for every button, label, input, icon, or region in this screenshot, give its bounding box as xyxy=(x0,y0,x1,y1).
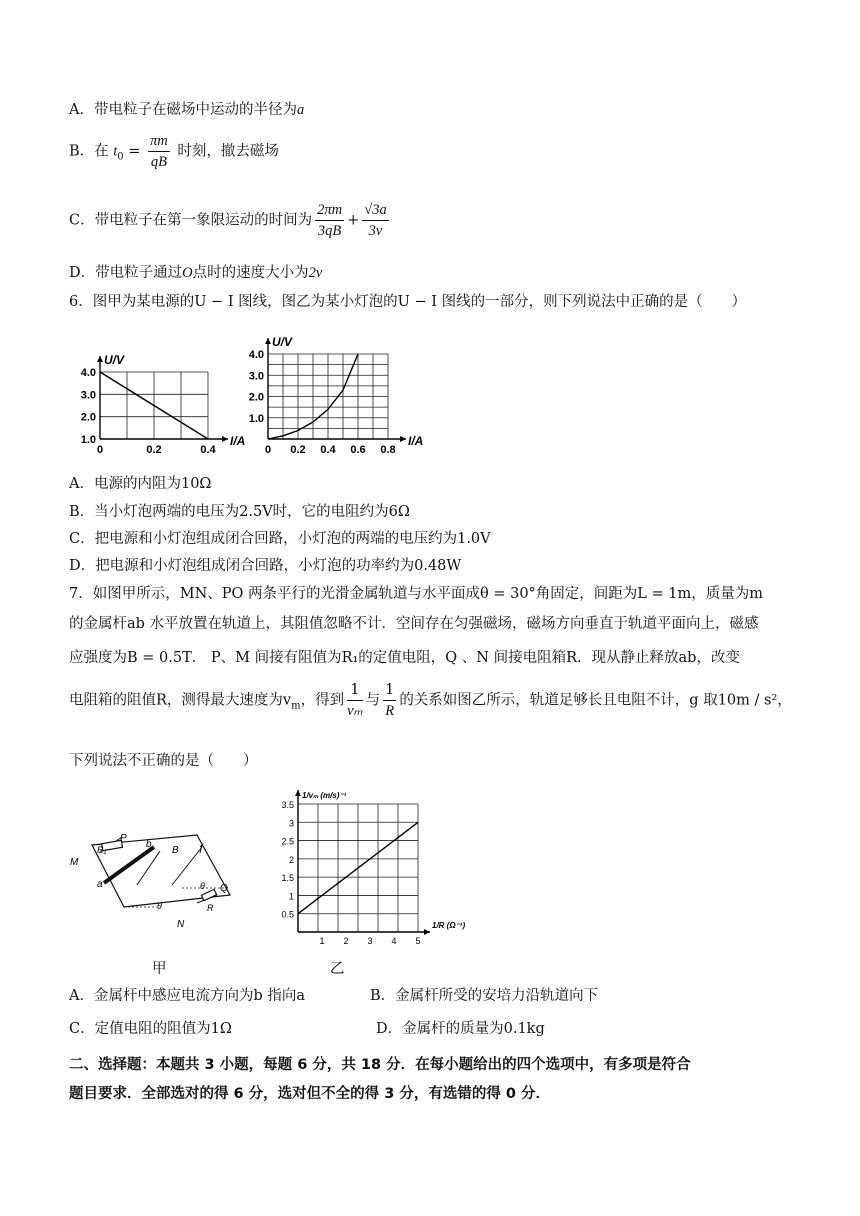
chart-inv-vm-inv-r-plot xyxy=(281,790,465,946)
label-b: b xyxy=(146,839,152,850)
label-N: N xyxy=(177,919,185,930)
x-tick-label: 1 xyxy=(319,936,325,946)
figure-caption-jia: 甲 xyxy=(152,961,167,977)
y-tick-label: 1 xyxy=(288,891,294,902)
y-axis-label: 1/vₘ (m/s)⁻¹ xyxy=(302,791,347,800)
q6-stem: 6．图甲为某电源的U − I 图线，图乙为某小灯泡的U − I 图线的一部分，则下列说法中正确的是（ ） xyxy=(69,294,747,310)
q7-option-a: A．金属杆中感应电流方向为b 指向a xyxy=(69,988,306,1004)
q7-line-2: 的金属杆ab 水平放置在轨道上，其阻值忽略不计．空间存在匀强磁场，磁场方向垂直于轨道平面向上，磁感 xyxy=(69,616,759,632)
label-R: R xyxy=(207,903,214,913)
x-axis-arrow xyxy=(424,929,430,935)
label-theta-1: θ xyxy=(200,881,205,891)
y-tick-label: 1.0 xyxy=(248,412,264,425)
label-a: a xyxy=(97,879,103,890)
y-tick-label: 0.5 xyxy=(281,909,294,920)
q6-option-d: D．把电源和小灯泡组成闭合回路，小灯泡的功率约为0.48W xyxy=(69,558,462,574)
chart-source-ui-plot xyxy=(81,353,246,456)
label-R1: R₁ xyxy=(97,845,107,855)
x-axis-arrow xyxy=(222,436,228,442)
x-tick-label: 0.8 xyxy=(380,444,396,456)
chart-inv-vm-inv-r xyxy=(270,770,466,950)
x-tick-label: 0.2 xyxy=(290,444,306,456)
y-tick-label: 3 xyxy=(288,818,294,829)
chart-bulb-ui xyxy=(240,328,430,460)
q7-fraction-inv-vm: $\frac{1}{\text{vₘ}}$ xyxy=(347,682,363,719)
x-tick-label: 0 xyxy=(264,444,272,456)
q7-option-c: C．定值电阻的阻值为1Ω xyxy=(69,1021,232,1037)
y-tick-label: 2.0 xyxy=(248,391,264,404)
figure-rails-diagram xyxy=(62,825,252,945)
y-axis-arrow xyxy=(97,356,103,362)
section-2-heading-line-2: 题目要求．全部选对的得 6 分，选对但不全的得 3 分，有选错的得 0 分． xyxy=(69,1086,551,1102)
chart-source-ui xyxy=(70,340,246,460)
q7-fraction-inv-r: $\frac{1}{R}$ xyxy=(385,682,395,719)
y-tick-label: 3.0 xyxy=(248,370,264,383)
q7-line-5: 下列说法不正确的是（ ） xyxy=(69,753,258,769)
y-axis-label: U/V xyxy=(272,335,293,349)
x-tick-label: 4 xyxy=(391,936,397,946)
rails-drawing xyxy=(92,835,230,907)
q5-option-a: A．带电粒子在磁场中运动的半径为a xyxy=(69,102,305,118)
label-Q: Q xyxy=(220,883,228,894)
q6-option-b: B．当小灯泡两端的电压为2.5V时，它的电阻约为6Ω xyxy=(69,504,410,520)
q6-option-a: A．电源的内阻为10Ω xyxy=(69,476,212,492)
y-tick-label: 1.0 xyxy=(80,434,96,446)
y-tick-label: 1.5 xyxy=(281,873,294,884)
figure-caption-yi: 乙 xyxy=(330,961,345,977)
x-axis-label: 1/R (Ω⁻¹) xyxy=(432,921,466,930)
label-B: B xyxy=(172,845,179,856)
x-tick-label: 2 xyxy=(343,936,349,946)
x-tick-label: 3 xyxy=(367,936,373,946)
x-tick-label: 0.6 xyxy=(350,444,366,456)
x-axis-label: I/A xyxy=(230,434,246,448)
y-axis-arrow xyxy=(265,338,271,344)
q5-option-b: B．在 $t_0$ = $\frac{\pi m}{qB}$ 时刻，撤去磁场 xyxy=(69,133,279,170)
y-tick-label: 2.0 xyxy=(80,411,96,424)
q7-line-3: 应强度为B = 0.5T． P、M 间接有阻值为R₁的定值电阻，Q 、N 间接电阻箱R．现从静止释放ab，改变 xyxy=(69,650,740,666)
y-tick-label: 2 xyxy=(288,854,294,865)
q7-line-4: 电阻箱的阻值R，测得最大速度为$v_m$，得到 $\frac{1}{\text{vₘ}}$ 与 $\frac{1}{R}$ 的关系如图乙所示，轨道足够长且电阻不计，g 取10m / s²， xyxy=(69,682,792,719)
label-theta-2: θ xyxy=(157,901,162,911)
label-M: M xyxy=(70,857,79,868)
q5-option-d: D．带电粒子通过O点时的速度大小为2v xyxy=(69,265,323,281)
q7-option-b: B．金属杆所受的安培力沿轨道向下 xyxy=(370,988,599,1004)
y-tick-label: 4.0 xyxy=(248,349,264,361)
y-tick-label: 3.5 xyxy=(281,800,294,810)
section-2-heading-line-1: 二、选择题：本题共 3 小题，每题 6 分，共 18 分．在每小题给出的四个选项中，有多项是符合 xyxy=(69,1057,691,1073)
x-tick-label: 0.4 xyxy=(200,444,216,456)
x-axis-arrow xyxy=(400,436,406,442)
x-axis-label: I/A xyxy=(408,434,424,448)
y-tick-label: 2.5 xyxy=(281,836,294,847)
y-axis-label: U/V xyxy=(104,353,125,367)
q5-option-c: C．带电粒子在第一象限运动的时间为 $\frac{2\pi m}{3qB}$ + $\frac{√3a}{3v}$ xyxy=(69,202,387,239)
q5-b-fraction: $\frac{\pi m}{qB}$ xyxy=(150,133,168,170)
x-tick-label: 0.2 xyxy=(146,444,162,456)
y-axis-arrow xyxy=(295,790,301,796)
chart-bulb-ui-plot xyxy=(249,335,424,456)
y-tick-label: 3.0 xyxy=(80,389,96,402)
q7-line-1: 7．如图甲所示，MN、PO 两条平行的光滑金属轨道与水平面成θ = 30°角固定，间距为L = 1m，质量为m xyxy=(69,586,764,602)
label-P: P xyxy=(120,833,127,844)
q5-c-fraction-1: $\frac{2\pi m}{3qB}$ xyxy=(317,202,343,239)
x-tick-label: 0 xyxy=(96,444,104,456)
x-tick-label: 0.4 xyxy=(320,444,336,456)
q5-c-fraction-2: $\frac{√3a}{3v}$ xyxy=(364,202,387,239)
q7-option-d: D．金属杆的质量为0.1kg xyxy=(376,1021,545,1037)
x-tick-label: 5 xyxy=(415,936,421,946)
q6-option-c: C．把电源和小灯泡组成闭合回路，小灯泡的两端的电压约为1.0V xyxy=(69,531,491,547)
y-tick-label: 4.0 xyxy=(80,367,96,379)
